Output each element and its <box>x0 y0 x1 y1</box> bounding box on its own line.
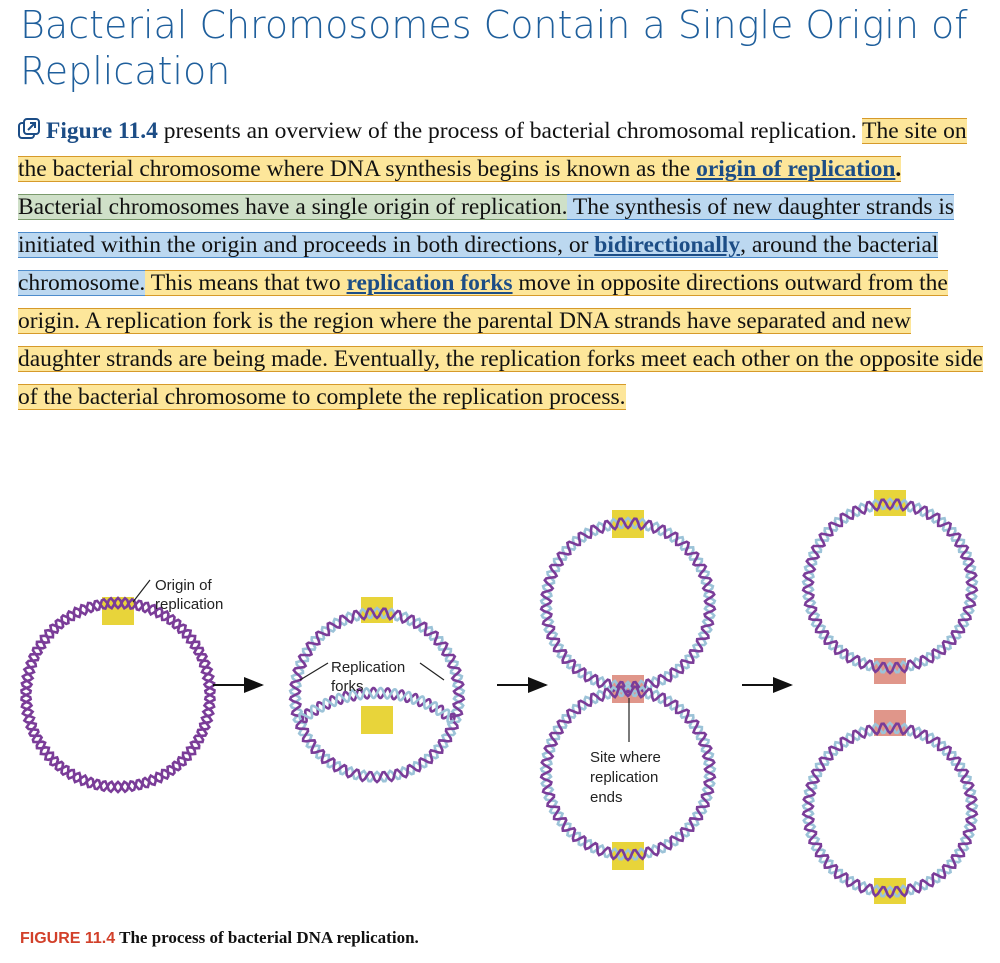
figure-caption <box>20 928 419 948</box>
caption-label: FIGURE 11.4 <box>20 930 116 947</box>
label-forks-line2: forks <box>331 678 364 695</box>
forks-leader-right <box>420 663 444 680</box>
label-origin-line2: replication <box>155 596 224 613</box>
figure-reference[interactable]: Figure 11.4 <box>46 118 158 144</box>
link-origin-of-replication[interactable]: origin of replication <box>696 156 896 182</box>
sentence-1: presents an overview of the process of bacterial chromosomal replication. <box>157 118 863 144</box>
highlight-green[interactable]: Bacterial chromosomes have a single origin of replication. <box>18 194 568 220</box>
sentence-2-end: . <box>895 156 902 182</box>
replication-figure <box>0 480 1000 920</box>
external-link-icon[interactable] <box>18 118 40 140</box>
sentence-5: This means that two <box>145 270 347 296</box>
label-origin-line1: Origin of <box>155 577 212 594</box>
caption-text: The process of bacterial DNA replication. <box>115 928 419 947</box>
origin-box-2b <box>361 706 393 734</box>
sentence-4-end: , around the bacterial chromosome. <box>18 232 939 296</box>
label-site-line1: Site where <box>590 749 661 766</box>
highlight-yellow-2[interactable] <box>18 270 983 410</box>
sentence-4: The synthesis of new daughter strands is initiated within the origin and proceeds in both directions, or <box>18 194 955 258</box>
origin-leader-line <box>133 580 150 602</box>
dna-circles <box>22 490 977 904</box>
label-forks-line1: Replication <box>331 659 406 676</box>
label-site-line3: ends <box>590 789 623 806</box>
section-heading: Bacterial Chromosomes Contain a Single Origin of Replication <box>20 3 968 93</box>
sentence-2: The site on the bacterial chromosome where DNA synthesis begins is known as the <box>18 118 967 182</box>
label-site-line2: replication <box>590 769 659 786</box>
link-bidirectionally[interactable]: bidirectionally <box>594 232 741 258</box>
link-replication-forks[interactable]: replication forks <box>346 270 513 296</box>
sentence-5-end: move in opposite directions outward from the origin. A replication fork is the region where the parental DNA strands have separated and new daughter strands are being made. Eventually, the replication forks meet each other on the opposite side of the bacterial chromosome to complete the replication process. <box>18 270 983 410</box>
body-paragraph <box>18 112 990 416</box>
